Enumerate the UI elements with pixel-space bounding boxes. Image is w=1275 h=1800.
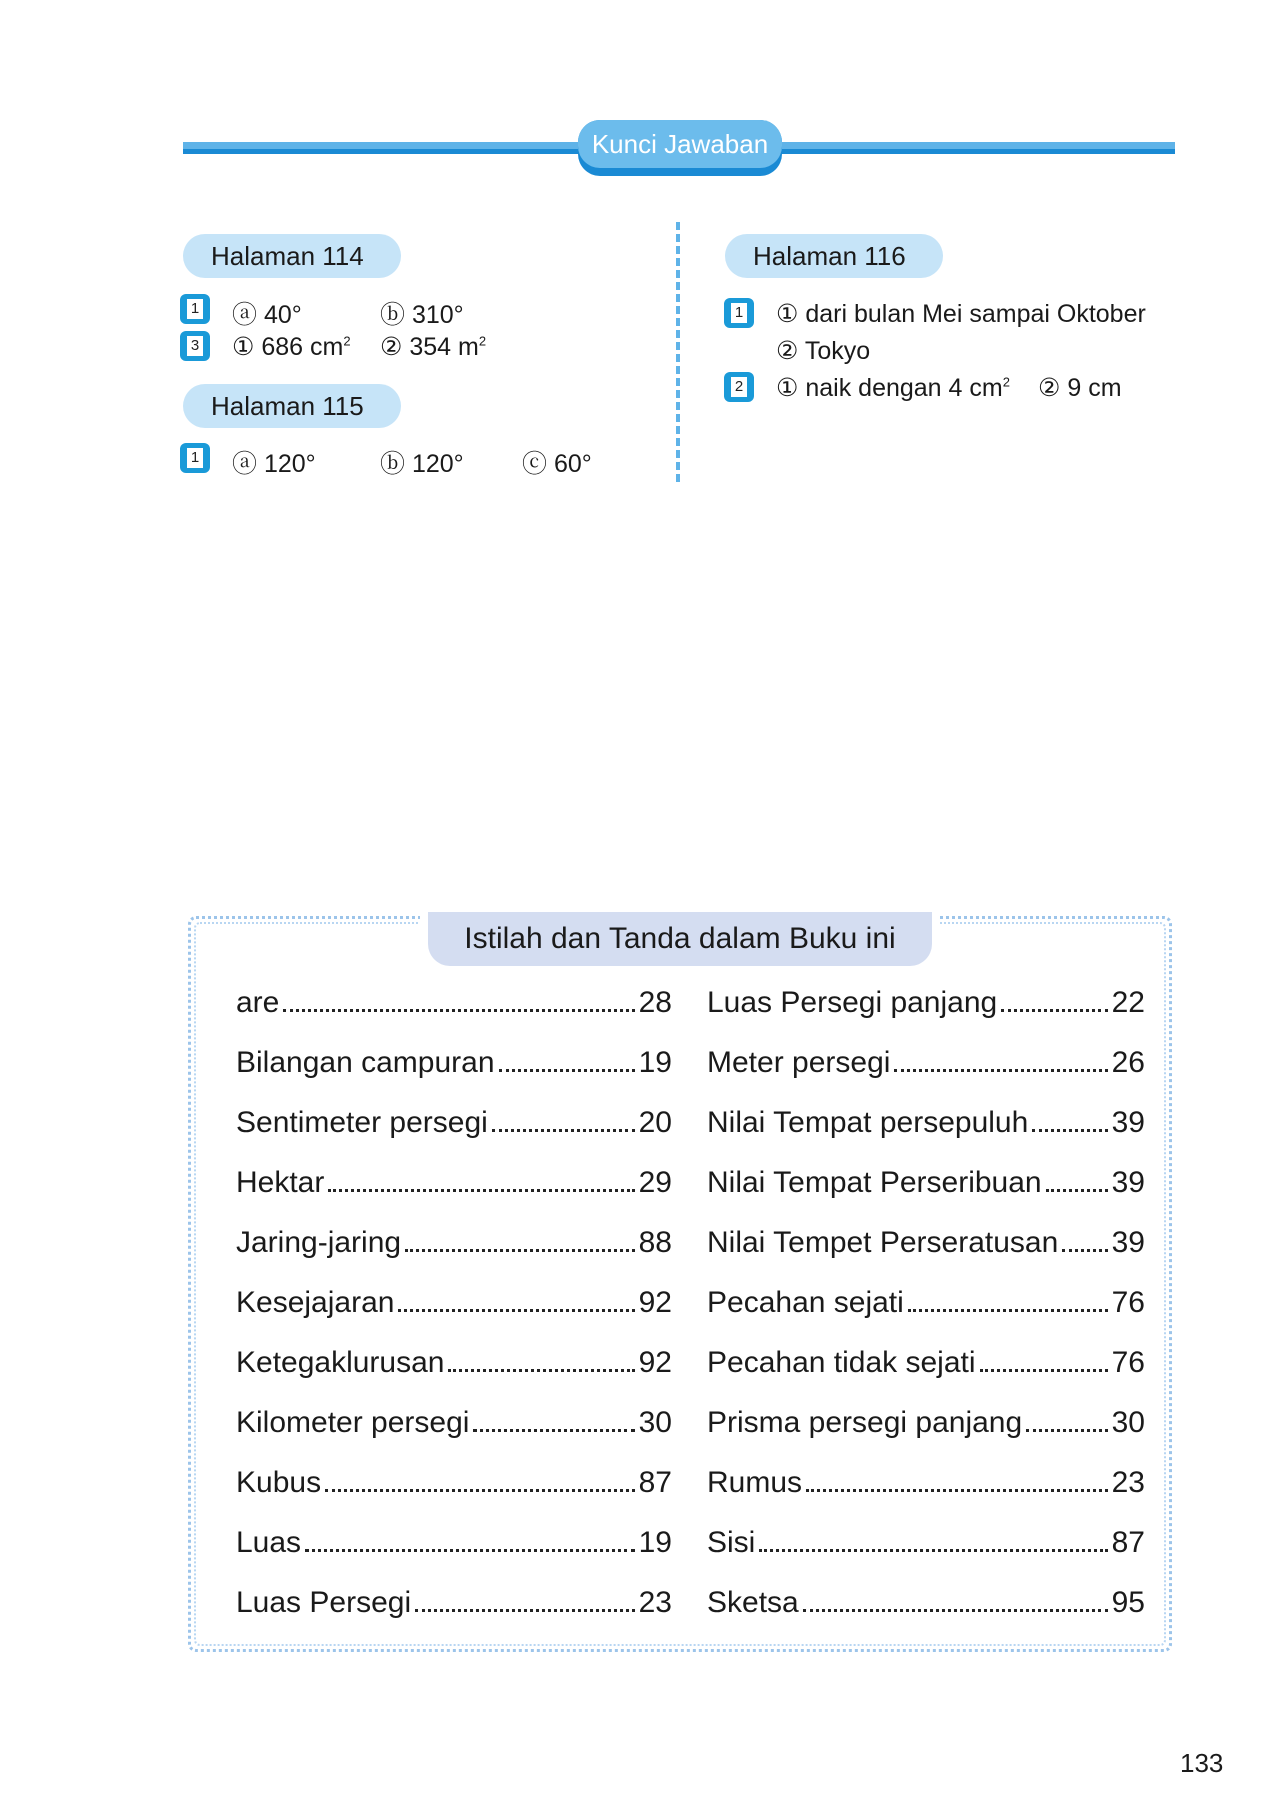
glossary-page: 39 [1111,1106,1145,1139]
glossary-entry [707,1286,1145,1326]
glossary-term: Ketegaklurusan [236,1346,445,1379]
page-number: 133 [1180,1748,1224,1778]
dot-leader [492,1129,635,1132]
glossary-entry [236,986,672,1026]
answer: ① dari bulan Mei sampai Oktober [776,300,1146,328]
glossary-page: 39 [1111,1226,1145,1259]
section-title-114: Halaman 114 [183,234,401,278]
question-number: 1 [180,294,210,324]
column-divider [676,222,680,482]
glossary-page: 26 [1111,1046,1145,1079]
glossary-term: Bilangan campuran [236,1046,495,1079]
glossary-entry [236,1466,672,1506]
glossary-entry [707,1466,1145,1506]
answer: ⓐ 120° [232,450,316,478]
glossary-page: 87 [638,1466,672,1499]
dot-leader [1032,1129,1107,1132]
answer: ② Tokyo [776,337,871,365]
dot-leader [328,1189,634,1192]
glossary-entry [236,1406,672,1446]
glossary-page: 19 [638,1046,672,1079]
glossary-term: Rumus [707,1466,803,1499]
dot-leader [1001,1009,1107,1012]
glossary-entry [707,986,1145,1026]
glossary-term: Luas Persegi panjang [707,986,998,1019]
dot-leader [1062,1249,1107,1252]
answer: ⓑ 120° [380,450,464,478]
dot-leader [803,1609,1108,1612]
answer: ① 686 $cm^2$ [232,333,351,361]
glossary-entry [707,1046,1145,1086]
dot-leader [759,1549,1107,1552]
answer: ⓒ 60° [522,450,592,478]
answer: ① naik dengan 4 $cm^2$ [776,374,1010,402]
dot-leader [305,1549,635,1552]
dot-leader [1046,1189,1108,1192]
dot-leader [908,1309,1108,1312]
glossary-term: Luas [236,1526,302,1559]
glossary-entry [236,1046,672,1086]
glossary-page: 87 [1111,1526,1145,1559]
question-number: 2 [724,372,754,402]
glossary-entry [707,1166,1145,1206]
question-number: 1 [180,443,210,473]
dot-leader [405,1249,635,1252]
glossary-page: 19 [638,1526,672,1559]
glossary-title: Istilah dan Tanda dalam Buku ini [428,912,932,966]
glossary-page: 76 [1111,1286,1145,1319]
dot-leader [894,1069,1107,1072]
glossary-term: are [236,986,280,1019]
glossary-page: 28 [638,986,672,1019]
answer: ⓑ 310° [380,301,464,329]
section-title-115: Halaman 115 [183,384,401,428]
glossary-term: Meter persegi [707,1046,891,1079]
question-number: 3 [180,331,210,361]
answer: ⓐ 40° [232,301,302,329]
glossary-page: 23 [1111,1466,1145,1499]
glossary-entry [707,1526,1145,1566]
header-title: Kunci Jawaban [578,120,782,168]
glossary-term: Hektar [236,1166,325,1199]
glossary-page: 23 [638,1586,672,1619]
dot-leader [499,1069,635,1072]
glossary-page: 76 [1111,1346,1145,1379]
glossary-entry [707,1106,1145,1146]
glossary-entry [236,1346,672,1386]
question-number: 1 [724,298,754,328]
glossary-term: Kubus [236,1466,322,1499]
glossary-term: Prisma persegi panjang [707,1406,1023,1439]
glossary-term: Sentimeter persegi [236,1106,488,1139]
glossary-entry [707,1226,1145,1266]
glossary-page: 30 [1111,1406,1145,1439]
glossary-page: 29 [638,1166,672,1199]
glossary-page: 88 [638,1226,672,1259]
glossary-term: Kesejajaran [236,1286,395,1319]
glossary-page: 95 [1111,1586,1145,1619]
glossary-page: 92 [638,1286,672,1319]
answer: ② 354 $m^2$ [380,333,487,361]
glossary-term: Sketsa [707,1586,799,1619]
glossary-term: Sisi [707,1526,756,1559]
glossary-term: Nilai Tempat persepuluh [707,1106,1029,1139]
glossary-page: 39 [1111,1166,1145,1199]
dot-leader [415,1609,635,1612]
dot-leader [448,1369,634,1372]
glossary-page: 22 [1111,986,1145,1019]
glossary-term: Kilometer persegi [236,1406,470,1439]
glossary-term: Nilai Tempat Perseribuan [707,1166,1042,1199]
glossary-term: Luas Persegi [236,1586,412,1619]
dot-leader [473,1429,634,1432]
glossary-entry [707,1346,1145,1386]
glossary-term: Nilai Tempet Perseratusan [707,1226,1059,1259]
answer: ② 9 cm [1038,374,1122,402]
dot-leader [398,1309,634,1312]
dot-leader [1026,1429,1107,1432]
glossary-entry [236,1286,672,1326]
glossary-page: 30 [638,1406,672,1439]
glossary-entry [236,1106,672,1146]
glossary-entry [236,1226,672,1266]
dot-leader [980,1369,1108,1372]
glossary-term: Jaring-jaring [236,1226,402,1259]
glossary-term: Pecahan sejati [707,1286,904,1319]
dot-leader [325,1489,635,1492]
glossary-entry [707,1406,1145,1446]
dot-leader [806,1489,1108,1492]
glossary-term: Pecahan tidak sejati [707,1346,976,1379]
glossary-entry [236,1586,672,1626]
glossary-entry [236,1166,672,1206]
glossary-entry [707,1586,1145,1626]
dot-leader [283,1009,634,1012]
glossary-page: 92 [638,1346,672,1379]
glossary-entry [236,1526,672,1566]
glossary-page: 20 [638,1106,672,1139]
section-title-116: Halaman 116 [725,234,943,278]
header-badge [578,120,782,176]
